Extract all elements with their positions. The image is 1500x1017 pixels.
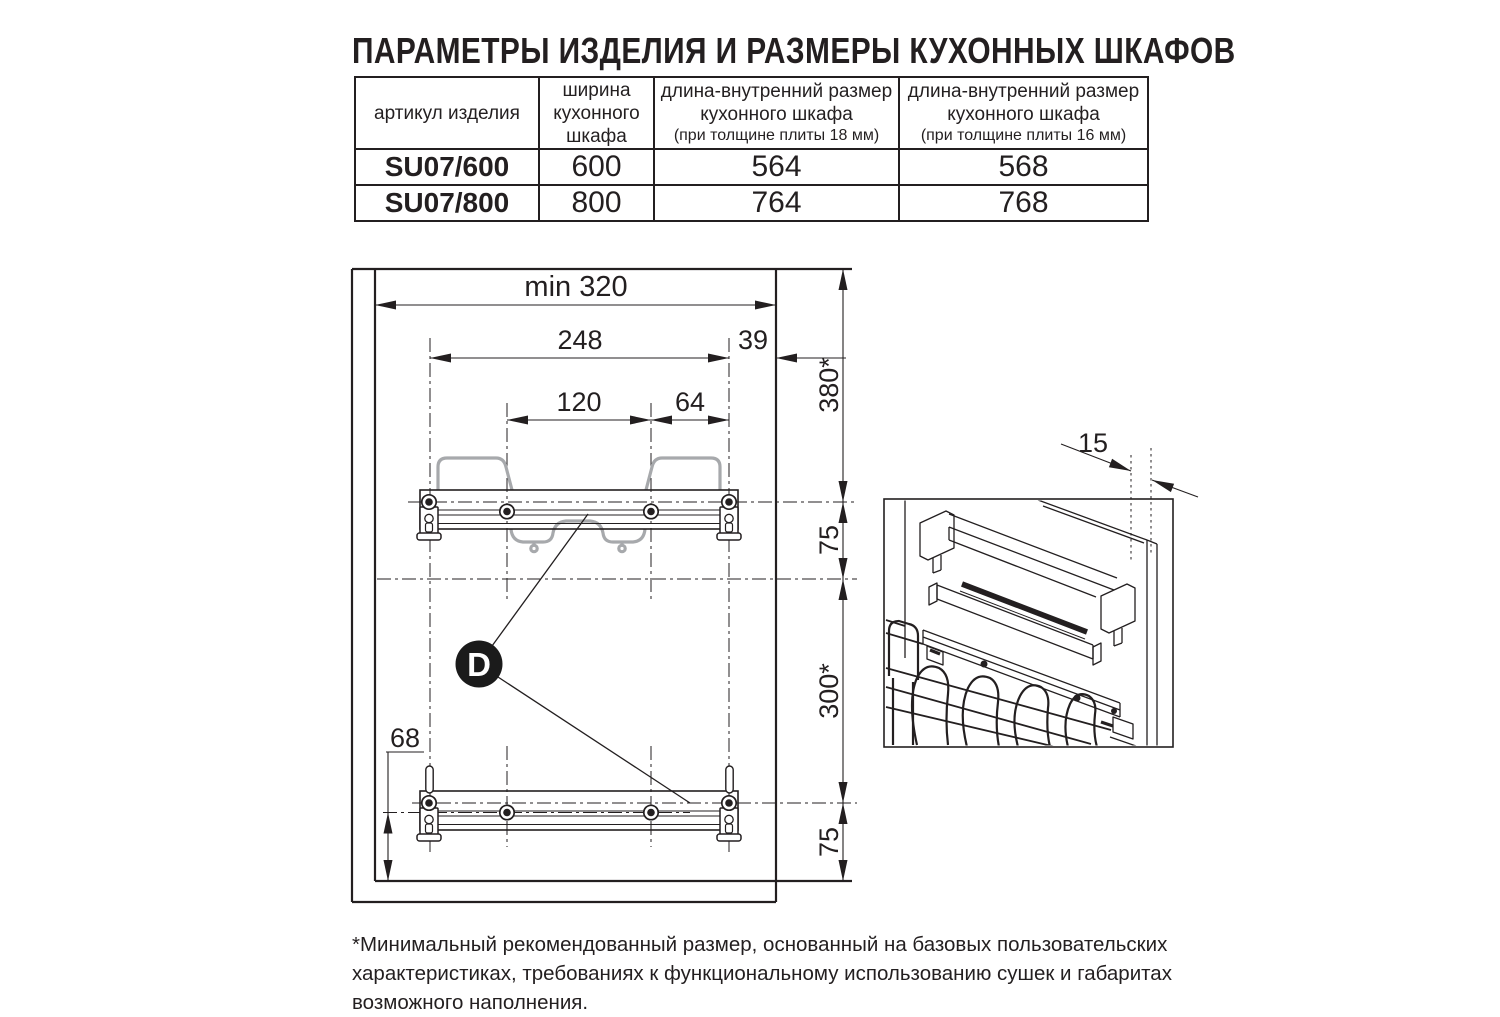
cell-article-su07-800: SU07/800 — [355, 185, 539, 221]
footnote — [352, 930, 1182, 1017]
dim-label-39: 39 — [737, 325, 769, 355]
dim-label-75-top: 75 — [814, 524, 844, 556]
detail-view — [884, 428, 1198, 747]
header-inner-length-18-main: длина-внутренний размер кухонного шкафа — [660, 81, 893, 125]
cell-inner16-568: 568 — [899, 149, 1148, 185]
cell-width-600: 600 — [539, 149, 654, 185]
dim-label-120: 120 — [556, 387, 602, 417]
footnote-line: возможного наполнения. — [352, 991, 589, 1014]
detail-balloon — [456, 514, 691, 803]
footnote-line: *Минимальный рекомендованный размер, основанный на базовых пользовательских — [352, 933, 1168, 956]
detail-offset-lines — [1131, 448, 1151, 560]
dim-label-300: 300* — [814, 663, 844, 719]
dim-label-380: 380* — [814, 357, 844, 413]
cell-width-800: 800 — [539, 185, 654, 221]
detail-dish-rack — [886, 620, 1136, 747]
header-inner-length-16-main: длина-внутренний размер кухонного шкафа — [907, 81, 1140, 125]
dim-label-64: 64 — [674, 387, 706, 417]
dim-label-15: 15 — [1077, 428, 1109, 458]
top-rail — [417, 458, 741, 552]
cell-inner18-764: 764 — [654, 185, 899, 221]
cell-article-su07-600: SU07/600 — [355, 149, 539, 185]
header-cabinet-width: ширина кухонного шкафа — [539, 77, 654, 149]
dim-label-68: 68 — [389, 723, 421, 753]
bottom-rail-pins — [426, 766, 733, 793]
top-rail-wire-hooks — [438, 458, 720, 552]
header-article: артикул изделия — [355, 77, 539, 149]
detail-dim-15 — [1061, 428, 1198, 497]
centerlines — [377, 338, 857, 856]
dim-label-min-320: min 320 — [524, 271, 628, 303]
dim-label-248: 248 — [557, 325, 603, 355]
detail-bracket — [920, 511, 1135, 665]
page-title: ПАРАМЕТРЫ ИЗДЕЛИЯ И РАЗМЕРЫ КУХОННЫХ ШКАФОВ — [352, 30, 1236, 71]
cell-inner18-564: 564 — [654, 149, 899, 185]
dim-label-75-bottom: 75 — [814, 826, 844, 858]
header-inner-length-18-note: (при толщине плиты 18 мм) — [673, 127, 880, 144]
detail-content — [886, 500, 1157, 747]
header-inner-length-16-note: (при толщине плиты 16 мм) — [920, 127, 1127, 144]
balloon-label: D — [467, 646, 491, 683]
footnote-line: характеристиках, требованиях к функциональному использованию сушек и габаритах — [352, 962, 1172, 985]
cell-inner16-768: 768 — [899, 185, 1148, 221]
